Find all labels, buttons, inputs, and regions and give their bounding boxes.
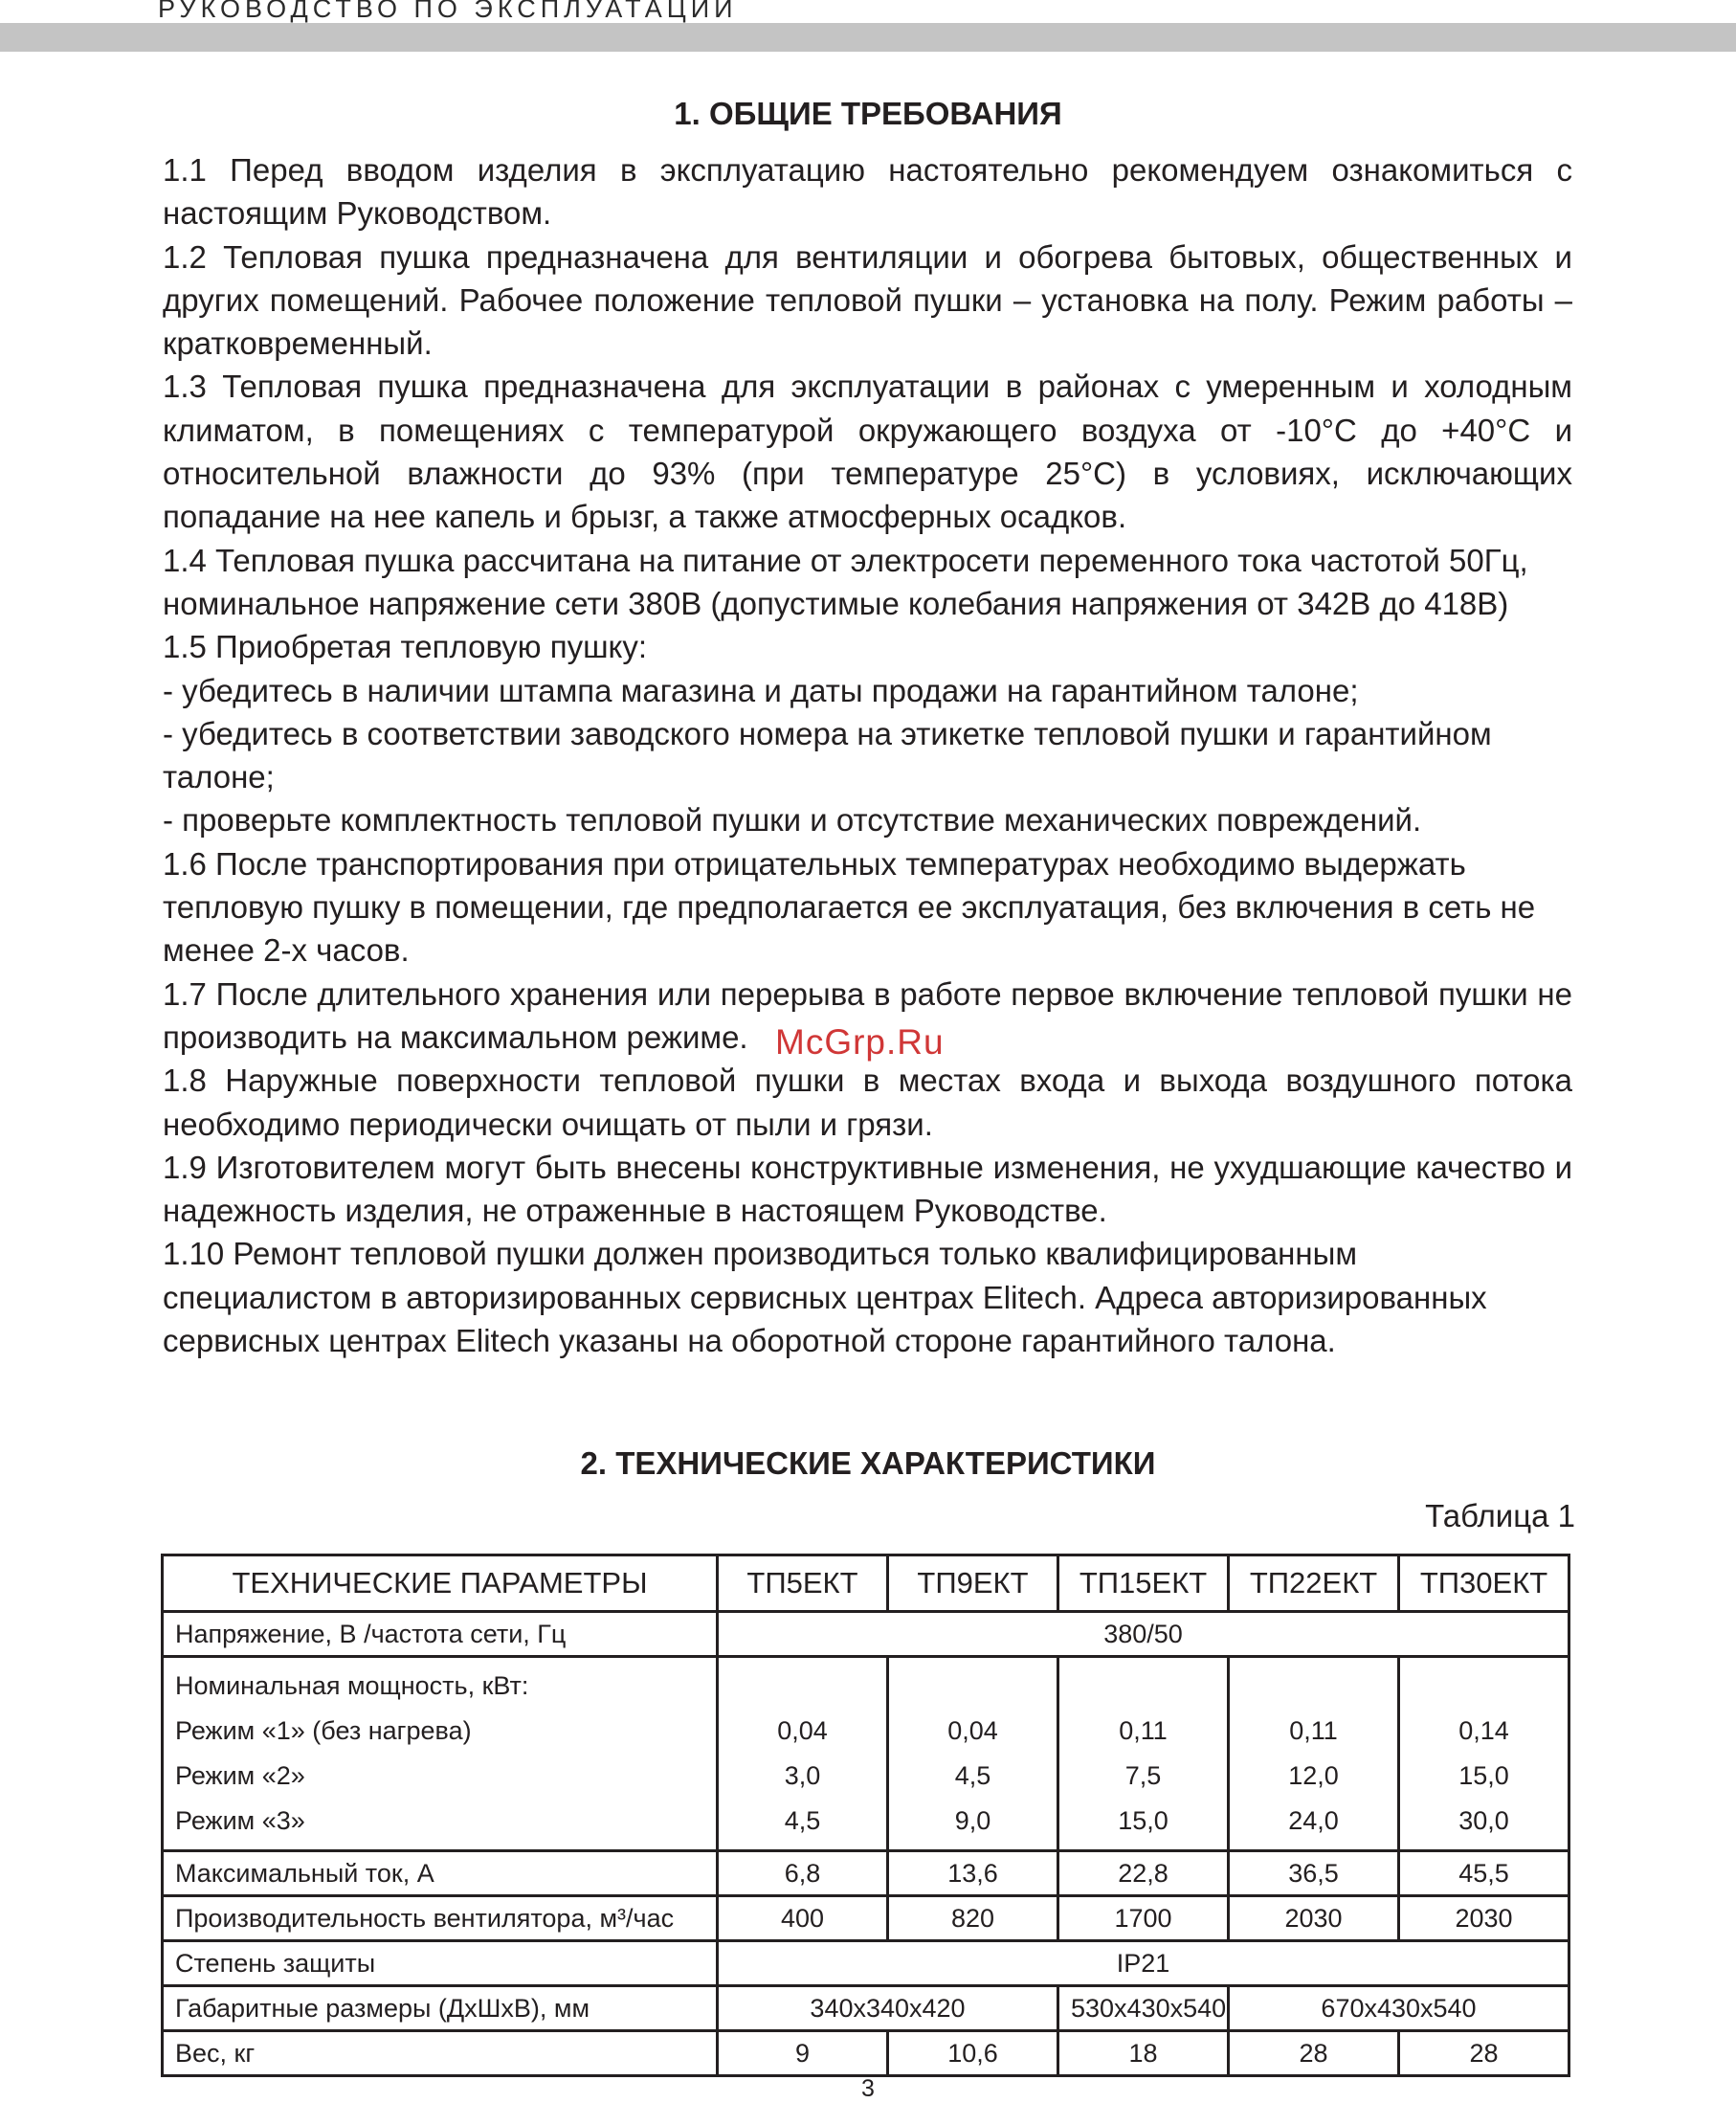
paragraph-1-7: 1.7 После длительного хранения или перерыва в работе первое включение тепловой пушки не производить на максимальном режиме.: [163, 975, 1572, 1055]
cell-value: IP21: [718, 1941, 1569, 1986]
header-model: ТП9ЕКТ: [888, 1555, 1058, 1612]
cell-value: 15,0: [1458, 1761, 1509, 1790]
row-label: Габаритные размеры (ДхШхВ), мм: [163, 1986, 718, 2031]
cell-value: 0,04: [947, 1716, 998, 1745]
paragraph-1-6: 1.6 После транспортирования при отрицательных температурах необходимо выдержать тепловую пушку в помещении, где предполагается ее эксплуатация, без включения в сеть не менее 2-х часов.: [163, 845, 1536, 969]
cell-value: 820: [888, 1896, 1058, 1941]
cell-value: 0,11: [1119, 1716, 1168, 1745]
header-model: ТП30ЕКТ: [1399, 1555, 1569, 1612]
list-item: - убедитесь в соответствии заводского номера на этикетке тепловой пушки и гарантийном талоне;: [163, 715, 1492, 795]
cell-value: 9: [718, 2031, 888, 2076]
cell-value: 45,5: [1399, 1851, 1569, 1896]
running-header: РУКОВОДСТВО ПО ЭКСПЛУАТАЦИИ: [158, 0, 738, 23]
power-values: [1058, 1657, 1229, 1851]
paragraph-1-9: 1.9 Изготовителем могут быть внесены конструктивные изменения, не ухудшающие качество и надежность изделия, не отраженные в настоящем Руководстве.: [163, 1149, 1572, 1229]
cell-value: 28: [1399, 2031, 1569, 2076]
cell-value: 36,5: [1229, 1851, 1399, 1896]
cell-value: 0,11: [1289, 1716, 1338, 1745]
power-values: [718, 1657, 888, 1851]
header-model: ТП5ЕКТ: [718, 1555, 888, 1612]
list-item: - проверьте комплектность тепловой пушки и отсутствие механических повреждений.: [163, 802, 1422, 839]
cell-value: 9,0: [954, 1806, 991, 1835]
cell-value: 340x340x420: [718, 1986, 1058, 2031]
cell-value: 18: [1058, 2031, 1229, 2076]
table-row: [163, 1896, 1569, 1941]
table-row: [163, 2031, 1569, 2076]
cell-value: 1700: [1058, 1896, 1229, 1941]
paragraph-1-8: 1.8 Наружные поверхности тепловой пушки в местах входа и выхода воздушного потока необходимо периодически очищать от пыли и грязи.: [163, 1063, 1572, 1142]
row-label: Степень защиты: [163, 1941, 718, 1986]
table-header-row: [163, 1555, 1569, 1612]
power-values: [888, 1657, 1058, 1851]
cell-value: 15,0: [1118, 1806, 1168, 1835]
paragraph-1-2: 1.2 Тепловая пушка предназначена для вентиляции и обогрева бытовых, общественных и других помещений. Рабочее положение тепловой пушки – установка на полу. Режим работы – кратковременный.: [163, 238, 1572, 362]
cell-value: 12,0: [1288, 1761, 1339, 1790]
cell-value: 3,0: [784, 1761, 821, 1790]
row-label: Режим «2»: [175, 1761, 305, 1790]
paragraph-1-4: 1.4 Тепловая пушка рассчитана на питание от электросети переменного тока частотой 50Гц, номинальное напряжение сети 380В (допустимые колебания напряжения от 342В до 418В): [163, 542, 1528, 621]
cell-value: 10,6: [888, 2031, 1058, 2076]
row-label: Вес, кг: [163, 2031, 718, 2076]
cell-value: 4,5: [784, 1806, 821, 1835]
watermark: McGrp.Ru: [775, 1022, 945, 1062]
power-values: [1399, 1657, 1569, 1851]
power-values: [1229, 1657, 1399, 1851]
paragraph-1-1: 1.1 Перед вводом изделия в эксплуатацию настоятельно рекомендуем ознакомиться с настоящим Руководством.: [163, 152, 1572, 232]
list-item: - убедитесь в наличии штампа магазина и даты продажи на гарантийном талоне;: [163, 672, 1359, 708]
row-label: Режим «1» (без нагрева): [175, 1716, 472, 1745]
cell-value: 670x430x540: [1229, 1986, 1569, 2031]
cell-value: 30,0: [1458, 1806, 1509, 1835]
row-label: Производительность вентилятора, м³/час: [163, 1896, 718, 1941]
cell-value: 0,04: [777, 1716, 828, 1745]
cell-value: 13,6: [888, 1851, 1058, 1896]
power-labels: [163, 1657, 718, 1851]
cell-value: 530x430x540: [1058, 1986, 1229, 2031]
cell-value: 28: [1229, 2031, 1399, 2076]
table-row: [163, 1851, 1569, 1896]
header-param: ТЕХНИЧЕСКИЕ ПАРАМЕТРЫ: [163, 1555, 718, 1612]
paragraph-1-5: 1.5 Приобретая тепловую пушку:: [163, 629, 648, 665]
table-row: [163, 1657, 1569, 1851]
specs-table: [161, 1554, 1570, 2077]
paragraph-1-3: 1.3 Тепловая пушка предназначена для эксплуатации в районах с умеренным и холодным климатом, в помещениях с температурой окружающего воздуха от -10°С до +40°С и относительной влажности до 93% (при температуре 25°С) в условиях, исключающих попадание на нее капель и брызг, а также атмосферных осадков.: [163, 369, 1572, 535]
section-1-body: [163, 148, 1572, 1362]
header-bar: [0, 23, 1736, 52]
cell-value: 380/50: [718, 1612, 1569, 1657]
cell-value: 7,5: [1124, 1761, 1162, 1790]
cell-value: 2030: [1229, 1896, 1399, 1941]
table-row: [163, 1612, 1569, 1657]
header-model: ТП22ЕКТ: [1229, 1555, 1399, 1612]
paragraph-1-10: 1.10 Ремонт тепловой пушки должен производиться только квалифицированным специалистом в авторизированных сервисных центрах Elitech. Адреса авторизированных сервисных центрах Elitech указаны на оборотной стороне гарантийного талона.: [163, 1236, 1487, 1359]
section-1-title: 1. ОБЩИЕ ТРЕБОВАНИЯ: [674, 96, 1062, 131]
table-row: [163, 1986, 1569, 2031]
cell-value: 0,14: [1458, 1716, 1509, 1745]
cell-value: 6,8: [718, 1851, 888, 1896]
row-label: Напряжение, В /частота сети, Гц: [163, 1612, 718, 1657]
page-number: 3: [861, 2075, 875, 2102]
row-label: Максимальный ток, А: [163, 1851, 718, 1896]
table-caption: Таблица 1: [1425, 1498, 1575, 1533]
cell-value: 2030: [1399, 1896, 1569, 1941]
cell-value: 4,5: [954, 1761, 991, 1790]
row-label: Номинальная мощность, кВт:: [175, 1671, 529, 1700]
row-label: Режим «3»: [175, 1806, 305, 1835]
table-row: [163, 1941, 1569, 1986]
header-model: ТП15ЕКТ: [1058, 1555, 1229, 1612]
cell-value: 24,0: [1288, 1806, 1339, 1835]
cell-value: 22,8: [1058, 1851, 1229, 1896]
section-2-title: 2. ТЕХНИЧЕСКИЕ ХАРАКТЕРИСТИКИ: [580, 1445, 1156, 1481]
cell-value: 400: [718, 1896, 888, 1941]
